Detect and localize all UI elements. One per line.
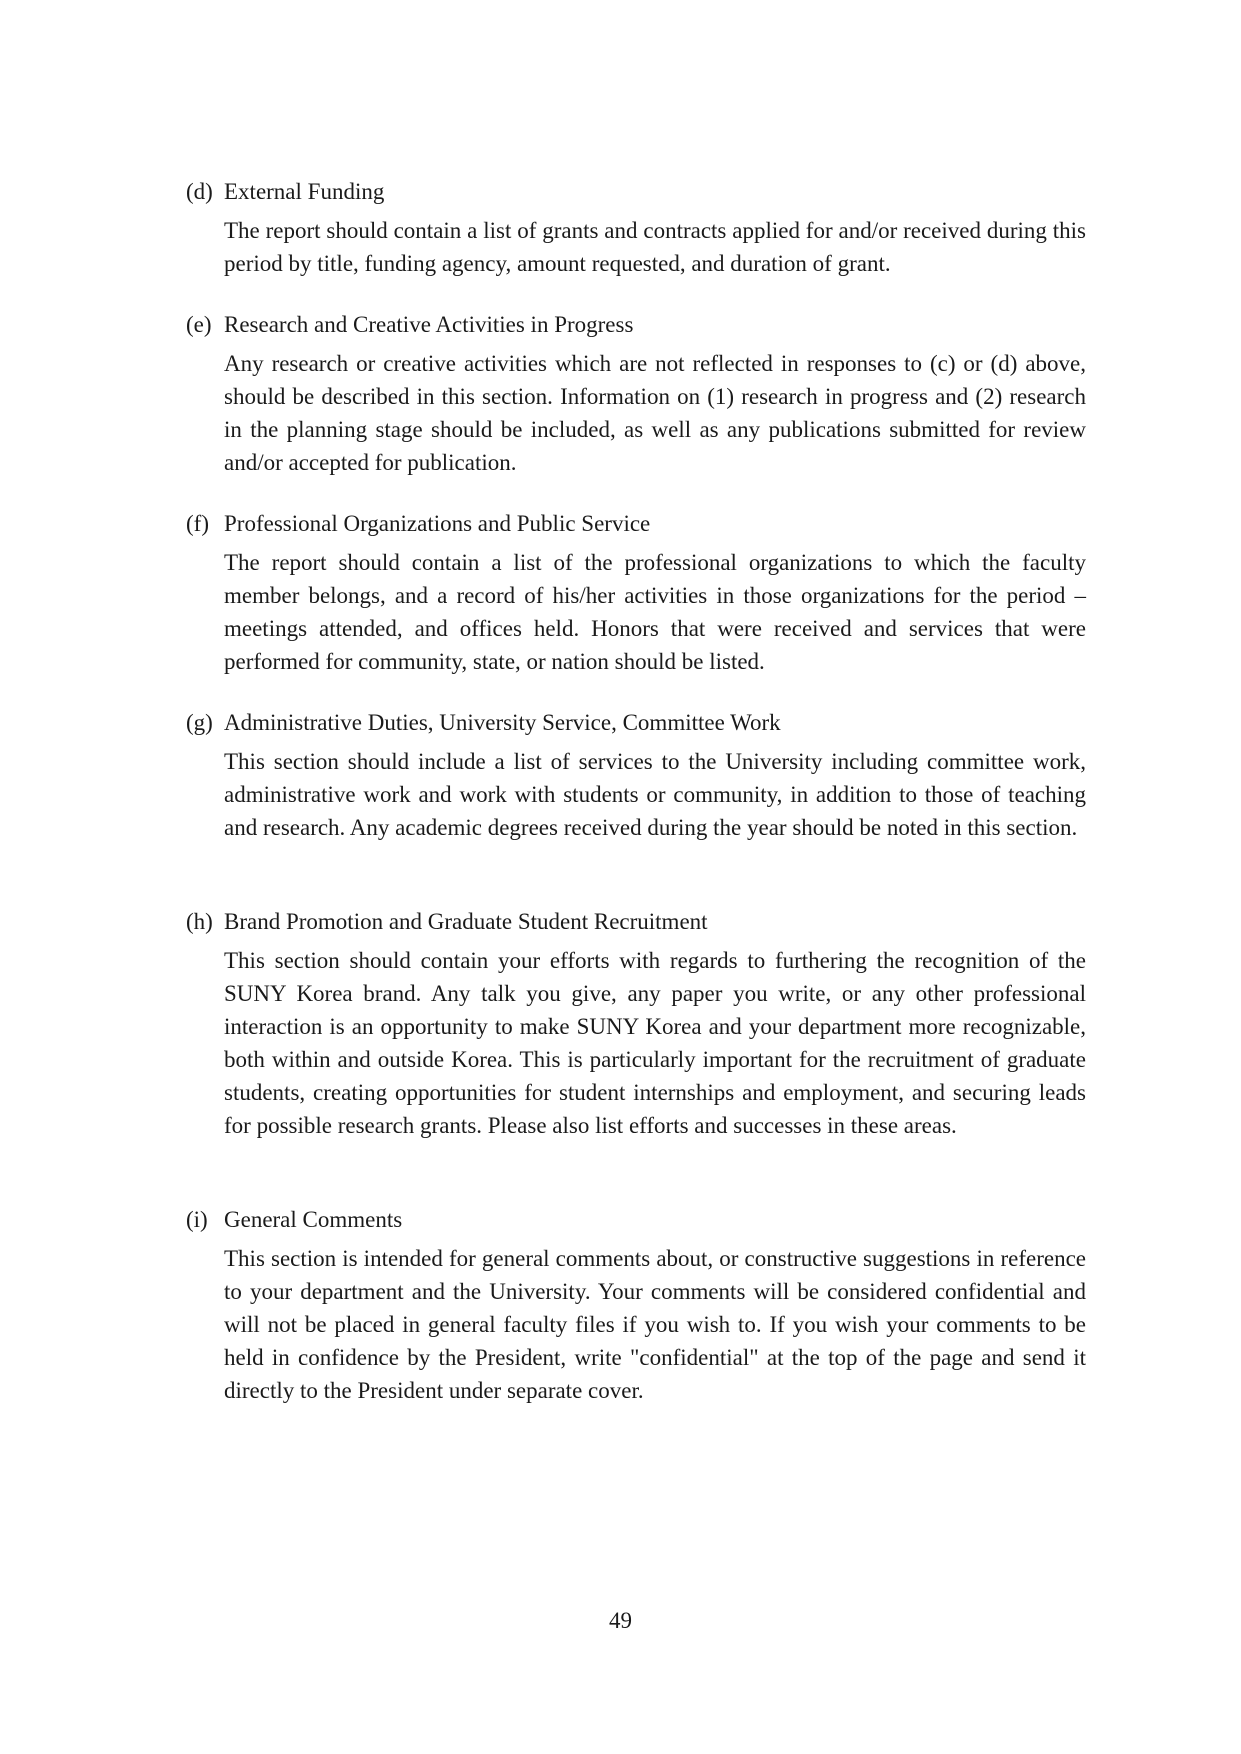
section-title: Professional Organizations and Public Service <box>224 511 651 536</box>
section-title: Administrative Duties, University Service, Committee Work <box>224 710 781 735</box>
section-title: Research and Creative Activities in Progress <box>224 312 634 337</box>
section-label: (d) <box>186 179 213 204</box>
section-heading <box>186 308 1086 341</box>
section-heading <box>186 175 1086 208</box>
section-body: This section is intended for general comments about, or constructive suggestions in reference to your department and the University. Your comments will be considered confidential and will not be placed in general faculty files if you wish to. If you wish your comments to be held in confidence by the President, write "confidential" at the top of the page and send it directly to the President under separate cover. <box>224 1246 1086 1403</box>
section-label: (h) <box>186 909 213 934</box>
section-heading <box>186 507 1086 540</box>
section-professional-organizations <box>186 507 1086 678</box>
section-title: General Comments <box>224 1207 403 1232</box>
section-title: Brand Promotion and Graduate Student Recruitment <box>224 909 708 934</box>
section-body: This section should contain your efforts with regards to furthering the recognition of the SUNY Korea brand. Any talk you give, any paper you write, or any other professional interaction is an opportunity to make SUNY Korea and your department more recognizable, both within and outside Korea. This is particularly important for the recruitment of graduate students, creating opportunities for student internships and employment, and securing leads for possible research grants. Please also list efforts and successes in these areas. <box>224 948 1086 1138</box>
section-body: This section should include a list of services to the University including committee work, administrative work and work with students or community, in addition to those of teaching and research. Any academic degrees received during the year should be noted in this section. <box>224 749 1086 840</box>
section-title: External Funding <box>224 179 385 204</box>
section-body: The report should contain a list of the professional organizations to which the faculty member belongs, and a record of his/her activities in those organizations for the period – meetings attended, and offices held. Honors that were received and services that were performed for community, state, or nation should be listed. <box>224 550 1086 674</box>
section-heading <box>186 1203 1086 1236</box>
section-label: (i) <box>186 1207 208 1232</box>
section-heading <box>186 905 1086 938</box>
section-heading <box>186 706 1086 739</box>
section-label: (f) <box>186 511 209 536</box>
section-research-creative <box>186 308 1086 479</box>
section-brand-promotion <box>186 905 1086 1142</box>
section-label: (g) <box>186 710 213 735</box>
section-label: (e) <box>186 312 212 337</box>
section-external-funding <box>186 175 1086 280</box>
section-body: Any research or creative activities which are not reflected in responses to (c) or (d) above, should be described in this section. Information on (1) research in progress and (2) research in the planning stage should be included, as well as any publications submitted for review and/or accepted for publication. <box>224 351 1086 475</box>
section-body: The report should contain a list of grants and contracts applied for and/or received during this period by title, funding agency, amount requested, and duration of grant. <box>224 218 1086 276</box>
section-administrative-duties <box>186 706 1086 844</box>
page-number: 49 <box>609 1608 632 1633</box>
section-general-comments <box>186 1203 1086 1407</box>
